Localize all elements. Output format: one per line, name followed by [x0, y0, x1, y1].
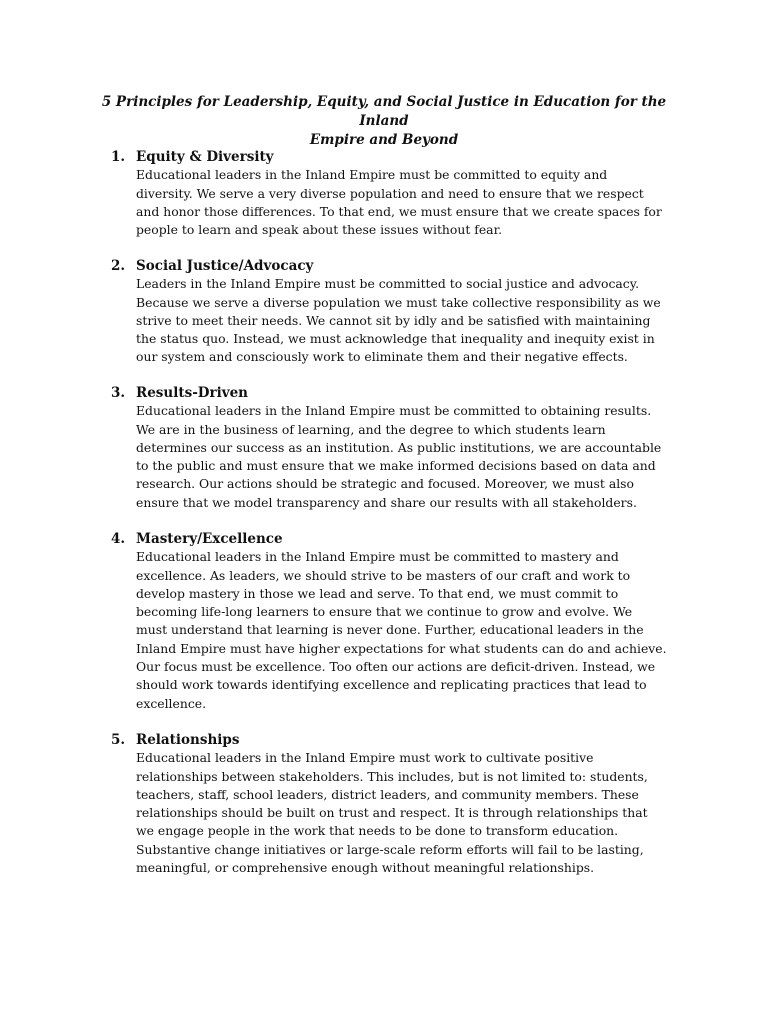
body-line: determines our success as an institution. As public institutions, we are accountable [136, 439, 662, 455]
principle-heading: Mastery/Excellence [136, 531, 283, 547]
body-line: strive to meet their needs. We cannot sit by idly and be satisfied with maintaining [136, 312, 651, 328]
principle-2 [111, 257, 691, 367]
body-line: people to learn and speak about these issues without fear. [136, 222, 503, 238]
body-line: becoming life-long learners to ensure that we continue to grow and evolve. We [136, 604, 633, 620]
body-line: the status quo. Instead, we must acknowledge that inequality and inequity exist in [136, 331, 655, 347]
body-line: Because we serve a diverse population we must take collective responsibility as we [136, 294, 661, 310]
body-line: relationships between stakeholders. This includes, but is not limited to: students, [136, 768, 648, 784]
body-line: Educational leaders in the Inland Empire must be committed to obtaining results. [136, 403, 652, 419]
body-line: Inland Empire must have higher expectations for what students can do and achieve. [136, 640, 667, 656]
body-line: teachers, staff, school leaders, district leaders, and community members. These [136, 786, 639, 802]
principle-body [136, 548, 691, 713]
principle-number: 2. [111, 258, 126, 274]
body-line: must understand that learning is never done. Further, educational leaders in the [136, 622, 644, 638]
body-line: We are in the business of learning, and the degree to which students learn [136, 421, 606, 437]
principle-1 [111, 148, 691, 239]
body-line: Educational leaders in the Inland Empire must work to cultivate positive [136, 750, 594, 766]
title-line-2: Empire and Beyond [309, 132, 459, 148]
body-line: should work towards identifying excellence and replicating practices that lead to [136, 677, 647, 693]
body-line: and honor those differences. To that end, we must ensure that we create spaces for [136, 203, 662, 219]
principle-body [136, 275, 691, 366]
body-line: Our focus must be excellence. Too often our actions are deficit-driven. Instead, we [136, 659, 656, 675]
principle-3 [111, 384, 691, 512]
body-line: Educational leaders in the Inland Empire must be committed to equity and [136, 167, 608, 183]
principle-heading: Social Justice/Advocacy [136, 258, 314, 274]
body-line: research. Our actions should be strategic and focused. Moreover, we must also [136, 476, 634, 492]
body-line: Educational leaders in the Inland Empire must be committed to mastery and [136, 549, 619, 565]
principle-number: 5. [111, 732, 126, 748]
body-line: Substantive change initiatives or large-scale reform efforts will fail to be lasting, [136, 841, 644, 857]
body-line: excellence. As leaders, we should strive to be masters of our craft and work to [136, 567, 631, 583]
body-line: Leaders in the Inland Empire must be committed to social justice and advocacy. [136, 276, 640, 292]
principle-body [136, 749, 691, 877]
body-line: we engage people in the work that needs to be done to transform education. [136, 823, 619, 839]
body-line: our system and consciously work to eliminate them and their negative effects. [136, 349, 628, 365]
principle-heading: Equity & Diversity [136, 149, 274, 165]
body-line: meaningful, or comprehensive enough without meaningful relationships. [136, 860, 595, 876]
body-line: develop mastery in those we lead and serve. To that end, we must commit to [136, 585, 619, 601]
principle-number: 1. [111, 149, 126, 165]
document-title [100, 93, 668, 150]
body-line: relationships should be built on trust and respect. It is through relationships that [136, 805, 648, 821]
body-line: excellence. [136, 695, 207, 711]
principle-heading: Relationships [136, 732, 240, 748]
principle-body [136, 402, 691, 512]
body-line: to the public and must ensure that we make informed decisions based on data and [136, 458, 656, 474]
principle-4 [111, 530, 691, 713]
principle-5 [111, 731, 691, 877]
principle-heading: Results-Driven [136, 385, 248, 401]
principle-number: 4. [111, 531, 126, 547]
principle-body [136, 166, 691, 239]
body-line: diversity. We serve a very diverse population and need to ensure that we respect [136, 185, 644, 201]
body-line: ensure that we model transparency and share our results with all stakeholders. [136, 494, 637, 510]
title-line-1: 5 Principles for Leadership, Equity, and Social Justice in Education for the Inland [101, 94, 667, 129]
principle-number: 3. [111, 385, 126, 401]
